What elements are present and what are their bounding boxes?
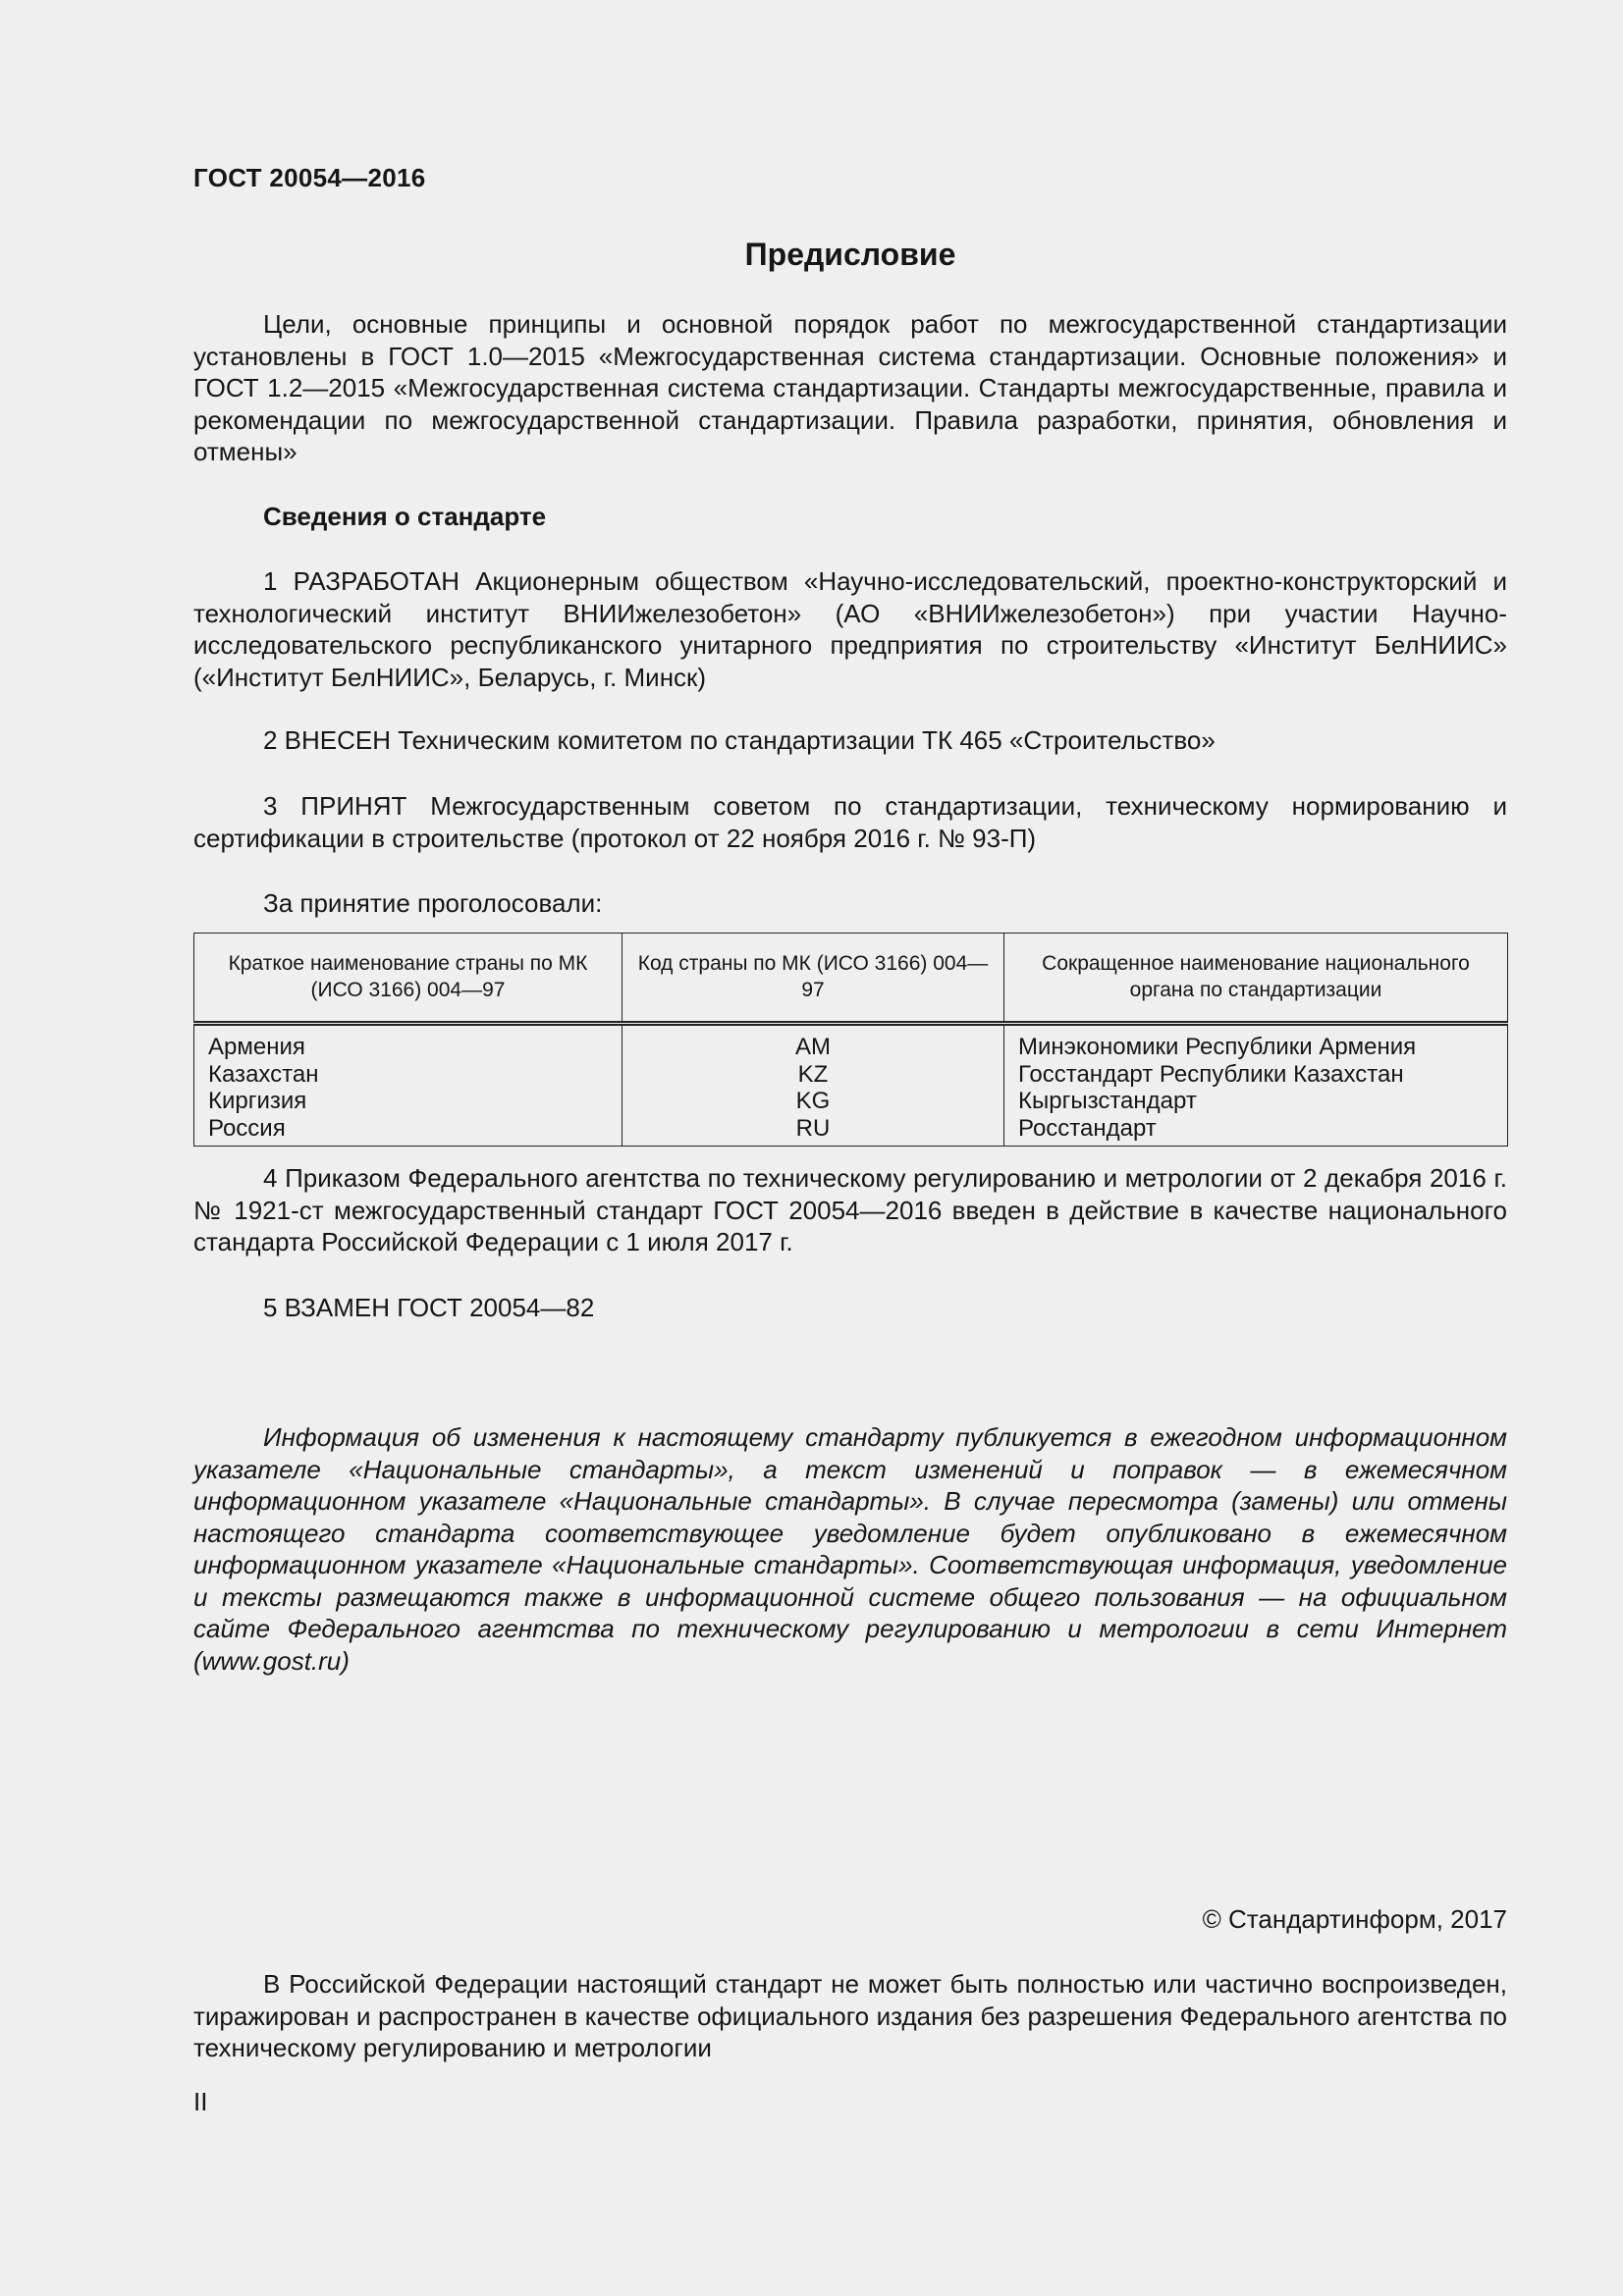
header-body: Сокращенное наименование национального органа по стандартизации <box>1004 934 1508 1024</box>
page-number: II <box>193 2087 208 2116</box>
info-notice: Информация об изменения к настоящему стандарту публикуется в ежегодном информационном указателе «Национальные стандарты», а текст изменений и поправок — в ежемесячном информационном указателе «Национальные стандарты». В случае пересмотра (замены) или отмены настоящего стандарта соответствующее уведомление будет опубликовано в ежемесячном информационном указателе «Национальные стандарты». Соответствующая информация, уведомление и тексты размещаются также в информационной системе общего пользования — на официальном сайте Федерального агентства по техническому регулированию и метрологии в сети Интернет (www.gost.ru) <box>193 1422 1507 1676</box>
page-title: Предисловие <box>744 237 956 272</box>
header-country: Краткое наименование страны по МК (ИСО 3166) 004—97 <box>194 934 622 1024</box>
votes-intro: За принятие проголосовали: <box>263 888 603 918</box>
table-row <box>194 1061 1508 1089</box>
document-code: ГОСТ 20054—2016 <box>193 163 426 192</box>
item-introduced: 2 ВНЕСЕН Техническим комитетом по стандартизации ТК 465 «Строительство» <box>263 725 1216 755</box>
cell-code: AM <box>622 1024 1004 1061</box>
section-heading: Сведения о стандарте <box>263 502 547 531</box>
header-code: Код страны по МК (ИСО 3166) 004—97 <box>622 934 1004 1024</box>
voting-table <box>193 933 1508 1147</box>
cell-body: Минэкономики Республики Армения <box>1004 1024 1508 1061</box>
table-row <box>194 1115 1508 1147</box>
cell-code: KZ <box>622 1061 1004 1089</box>
cell-country: Россия <box>194 1115 622 1147</box>
cell-code: RU <box>622 1115 1004 1147</box>
item-replaces: 5 ВЗАМЕН ГОСТ 20054—82 <box>263 1293 595 1322</box>
cell-country: Киргизия <box>194 1088 622 1115</box>
cell-country: Казахстан <box>194 1061 622 1089</box>
cell-body: Госстандарт Республики Казахстан <box>1004 1061 1508 1089</box>
item-enacted: 4 Приказом Федерального агентства по техническому регулированию и метрологии от 2 декабря 2016 г. № 1921-ст межгосударственный стандарт ГОСТ 20054—2016 введен в действие в качестве национального стандарта Российской Федерации с 1 июля 2017 г. <box>193 1163 1507 1256</box>
copyright-notice: © Стандартинформ, 2017 <box>1202 1904 1507 1934</box>
intro-paragraph: Цели, основные принципы и основной порядок работ по межгосударственной стандартизации установлены в ГОСТ 1.0—2015 «Межгосударственная система стандартизации. Основные положения» и ГОСТ 1.2—2015 «Межгосударственная система стандартизации. Стандарты межгосударственные, правила и рекомендации по межгосударственной стандартизации. Правила разработки, принятия, обновления и отмены» <box>193 309 1507 466</box>
table-header-row <box>194 934 1508 1024</box>
cell-country: Армения <box>194 1024 622 1061</box>
item-developed: 1 РАЗРАБОТАН Акционерным обществом «Научно-исследовательский, проектно-конструкторский и технологический институт ВНИИжелезобетон» (АО «ВНИИжелезобетон») при участии Научно-исследовательского республиканского унитарного предприятия по строительству «Институт БелНИИС» («Институт БелНИИС», Беларусь, г. Минск) <box>193 566 1507 692</box>
cell-body: Кыргызстандарт <box>1004 1088 1508 1115</box>
rights-notice: В Российской Федерации настоящий стандарт не может быть полностью или частично воспроизведен, тиражирован и распространен в качестве официального издания без разрешения Федерального агентства по техническому регулированию и метрологии <box>193 1969 1507 2062</box>
table-row <box>194 1024 1508 1061</box>
item-adopted: 3 ПРИНЯТ Межгосударственным советом по стандартизации, техническому нормированию и сертификации в строительстве (протокол от 22 ноября 2016 г. № 93-П) <box>193 791 1507 853</box>
cell-code: KG <box>622 1088 1004 1115</box>
table-row <box>194 1088 1508 1115</box>
cell-body: Росстандарт <box>1004 1115 1508 1147</box>
